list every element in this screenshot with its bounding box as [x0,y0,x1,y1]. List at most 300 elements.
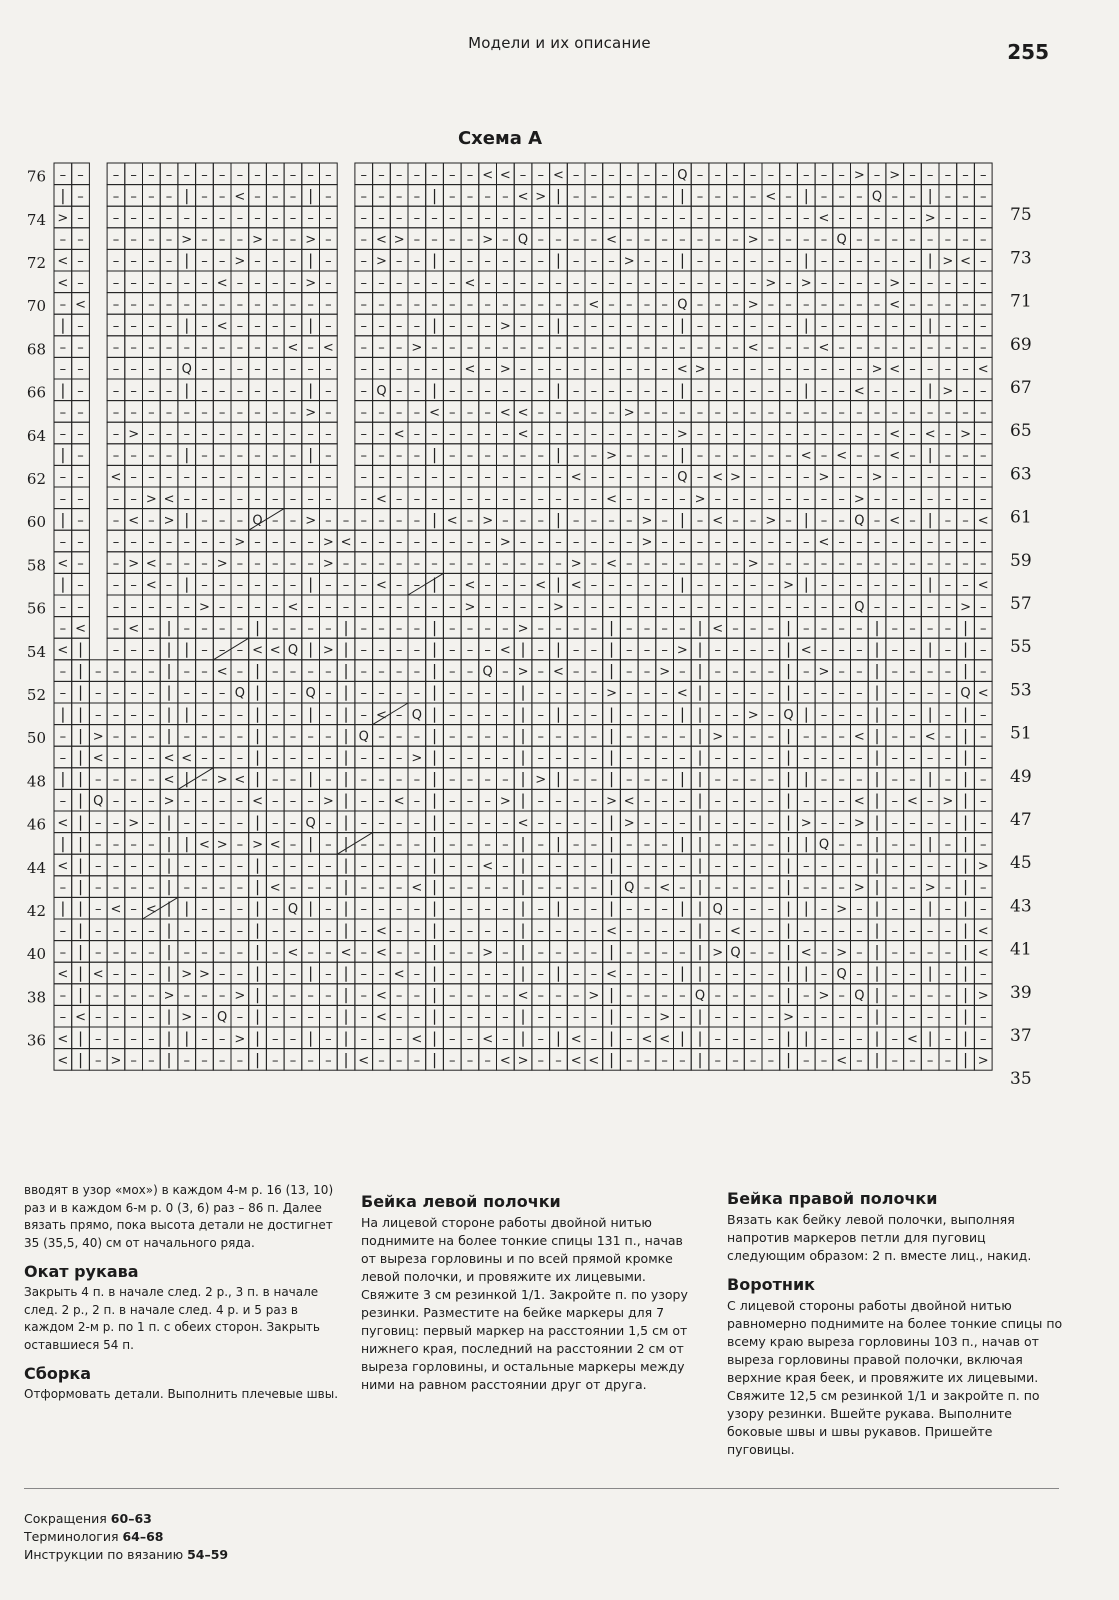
chart-title: Схема A [457,128,543,149]
chart-cell-symbol: – [130,578,137,594]
chart-cell-symbol: – [484,491,491,507]
chart-cell-symbol: | [697,812,703,831]
chart-cell-symbol: – [767,772,775,788]
chart-cell-symbol: – [395,275,403,291]
chart-cell-symbol: – [484,621,491,637]
chart-cell-symbol: | [343,920,349,939]
chart-cell-symbol: Q [836,232,847,248]
chart-cell-symbol: > [499,362,511,378]
chart-cell-symbol: – [254,491,261,507]
chart-cell-symbol: – [732,189,739,205]
chart-cell-symbol: – [767,664,775,680]
chart-cell-symbol: – [307,427,314,442]
chart-cell-symbol: – [572,599,580,615]
chart-cell-symbol: | [609,726,615,745]
chart-cell-symbol: – [449,880,456,896]
chart-cell-symbol: – [112,427,120,442]
chart-cell-symbol: – [838,578,845,594]
chart-cell-symbol: – [360,578,367,594]
chart-cell-symbol: < [800,945,812,961]
chart-cell-symbol: – [413,232,421,248]
chart-cell-symbol: – [926,275,934,291]
row-number-left: 64 [26,426,46,445]
chart-cell-symbol: – [820,880,828,896]
chart-cell-symbol: – [395,923,403,939]
chart-cell-symbol: < [747,340,759,356]
chart-cell-symbol: | [255,618,261,637]
chart-cell-symbol: – [732,362,739,378]
chart-cell-symbol: – [679,1010,686,1026]
chart-cell-symbol: | [308,704,314,723]
chart-cell-symbol: – [626,470,633,486]
chart-cell-symbol: | [520,683,526,702]
chart-cell-symbol: – [714,794,721,810]
chart-cell-symbol: – [325,859,332,874]
chart-cell-symbol: < [57,967,69,982]
chart-cell-symbol: – [431,362,438,378]
chart-cell-symbol: – [272,297,279,313]
chart-cell-symbol: – [130,945,137,961]
chart-cell-symbol: – [360,772,367,788]
chart-cell-symbol: | [255,1050,261,1069]
chart-cell-symbol: – [502,232,509,248]
chart-cell-symbol: – [395,815,403,831]
chart-cell-symbol: – [608,189,615,205]
chart-cell-symbol: – [661,988,668,1004]
row-number-left: 52 [26,686,46,704]
chart-cell-symbol: < [57,254,69,270]
chart-cell-symbol: – [289,1010,297,1026]
chart-cell-symbol: < [75,1010,87,1026]
chart-cell-symbol: | [963,1028,969,1047]
chart-cell-symbol: – [643,837,651,853]
chart-cell-symbol: – [572,405,580,421]
chart-cell-symbol: – [183,556,190,572]
chart-cell-symbol: – [519,513,527,529]
chart-cell-symbol: – [909,945,916,961]
chart-cell-symbol: < [340,945,352,961]
chart-cell-symbol: – [130,859,137,874]
chart-cell-symbol: – [130,535,137,550]
chart-cell-symbol: – [608,599,615,615]
chart-cell-symbol: – [289,189,297,205]
chart-cell-symbol: – [148,621,155,637]
chart-cell-symbol: – [590,578,598,594]
chart-cell-symbol: < [836,448,848,464]
chart-cell-symbol: – [201,405,208,421]
chart-cell-symbol: | [679,704,685,723]
chart-cell-symbol: < [482,1031,494,1047]
chart-cell-symbol: – [537,427,544,442]
chart-cell-symbol: – [572,880,580,896]
chart-cell-symbol: – [661,275,668,291]
chart-cell-symbol: | [803,186,809,205]
chart-cell-symbol: – [820,621,828,637]
chart-cell-symbol: – [112,232,120,248]
chart-cell-symbol: < [110,470,122,486]
chart-cell-symbol: – [183,211,190,226]
chart-cell-symbol: | [432,316,438,334]
chart-cell-symbol: – [555,340,562,356]
chart-cell-symbol: < [676,686,688,702]
chart-cell-symbol: – [608,362,615,378]
chart-cell-symbol: | [432,618,438,637]
chart-cell-symbol: – [378,427,385,442]
chart-cell-symbol: | [697,748,703,766]
chart-cell-symbol: – [590,945,598,961]
chart-cell-symbol: – [873,275,881,291]
chart-cell-symbol: – [661,686,668,702]
chart-cell-symbol: – [59,362,67,378]
chart-cell-symbol: – [590,513,598,529]
chart-cell-symbol: > [977,988,989,1004]
chart-cell-symbol: – [537,340,544,356]
chart-cell-symbol: – [555,535,562,550]
chart-cell-symbol: – [820,275,828,291]
chart-cell-symbol: | [874,942,880,961]
chart-cell-symbol: – [537,686,544,702]
chart-cell-symbol: – [502,859,509,874]
chart-cell-symbol: – [537,254,544,270]
chart-cell-symbol: – [112,362,120,378]
chart-cell-symbol: – [767,837,775,853]
chart-cell-symbol: > [482,232,494,248]
chart-cell-symbol: – [218,470,226,486]
chart-cell-symbol: – [218,729,226,745]
chart-cell-symbol: – [342,599,350,615]
chart-cell-symbol: – [643,664,651,680]
chart-cell-symbol: < [906,794,918,810]
chart-cell-symbol: – [980,427,987,442]
chart-cell-symbol: | [308,380,314,399]
chart-cell-symbol: < [57,556,69,572]
chart-cell-symbol: – [148,751,155,766]
chart-cell-symbol: – [661,448,668,464]
chart-cell-symbol: | [874,877,880,896]
chart-cell-symbol: < [853,383,865,399]
chart-cell-symbol: – [413,362,421,378]
chart-cell-symbol: – [95,880,102,896]
chart-cell-symbol: > [606,448,618,464]
chart-cell-symbol: – [148,1031,155,1047]
chart-cell-symbol: | [308,251,314,270]
chart-cell-symbol: – [218,405,226,421]
chart-cell-symbol: Q [712,902,723,918]
chart-cell-symbol: – [236,362,244,378]
chart-cell-symbol: > [606,794,618,810]
chart-cell-symbol: – [749,837,757,853]
chart-cell-symbol: – [466,535,474,550]
page-number: 255 [1007,40,1049,64]
chart-cell-symbol: – [643,427,651,442]
chart-cell-symbol: – [714,988,721,1004]
chart-cell-symbol: < [128,621,140,637]
row-number-right: 65 [1010,421,1032,442]
chart-cell-symbol: – [502,751,509,766]
chart-cell-symbol: – [962,167,969,183]
chart-cell-symbol: – [749,491,757,507]
chart-cell-symbol: | [184,380,190,399]
chart-cell-symbol: – [714,297,721,313]
chart-cell-symbol: – [236,751,244,766]
chart-cell-symbol: – [767,362,775,378]
chart-cell-symbol: – [873,383,881,399]
chart-cell-symbol: – [59,535,67,550]
chart-cell-symbol: – [891,988,898,1004]
chart-cell-symbol: – [608,383,615,399]
chart-cell-symbol: – [661,535,668,550]
chart-cell-symbol: | [60,704,66,723]
chart-cell-symbol: Q [411,707,422,723]
chart-cell-symbol: – [289,859,297,874]
chart-cell-symbol: | [555,445,561,464]
chart-cell-symbol: – [484,362,491,378]
chart-cell-symbol: – [873,232,881,248]
chart-cell-symbol: – [572,1010,580,1026]
chart-cell-symbol: – [413,189,421,205]
chart-cell-symbol: – [820,513,828,529]
chart-cell-symbol: – [572,254,580,270]
chart-cell-symbol: – [95,945,102,961]
chart-cell-symbol: – [820,643,828,658]
chart-cell-symbol: – [643,859,651,874]
chart-cell-symbol: – [449,470,456,486]
chart-cell-symbol: – [537,1031,544,1047]
chart-cell-symbol: > [198,967,210,982]
chart-cell-symbol: – [360,1010,367,1026]
chart-cell-symbol: | [343,618,349,637]
chart-cell-symbol: – [95,902,102,918]
chart-cell-symbol: – [502,707,509,723]
chart-cell-symbol: – [413,621,421,637]
chart-cell-symbol: – [944,945,952,961]
chart-cell-symbol: – [661,297,668,313]
chart-cell-symbol: – [838,1010,845,1026]
chart-cell-symbol: – [395,1053,403,1069]
chart-cell-symbol: – [289,578,297,594]
chart-cell-symbol: | [874,726,880,745]
chart-cell-symbol: – [378,1053,385,1069]
chart-cell-symbol: – [378,643,385,658]
chart-cell-symbol: – [537,383,544,399]
chart-cell-symbol: – [661,232,668,248]
chart-cell-symbol: – [431,491,438,507]
chart-cell-symbol: – [165,254,173,270]
chart-cell-symbol: – [272,729,279,745]
chart-cell-symbol: – [980,470,987,486]
chart-cell-symbol: – [360,513,367,529]
chart-cell-symbol: – [272,707,279,723]
chart-cell-symbol: > [128,556,140,572]
chart-cell-symbol: – [679,211,686,226]
chart-cell-symbol: – [519,254,527,270]
chart-cell-symbol: – [856,405,863,421]
chart-cell-symbol: – [714,232,721,248]
chart-cell-symbol: – [803,794,810,810]
chart-cell-symbol: – [254,556,261,572]
chart-cell-symbol: | [432,920,438,939]
chart-cell-symbol: – [679,275,686,291]
chart-cell-symbol: | [520,1028,526,1047]
chart-cell-symbol: > [252,837,264,853]
chart-cell-symbol: – [679,923,686,939]
chart-cell-symbol: – [590,751,598,766]
chart-cell-symbol: – [590,902,598,918]
chart-cell-symbol: – [449,167,456,183]
chart-cell-symbol: > [729,470,741,486]
chart-cell-symbol: – [466,1053,474,1069]
chart-cell-symbol: – [413,794,421,810]
chart-cell-symbol: | [697,640,703,658]
chart-cell-symbol: – [856,643,863,658]
chart-cell-symbol: < [659,1031,671,1047]
chart-cell-symbol: – [431,556,438,572]
chart-cell-symbol: | [555,1028,561,1047]
chart-cell-symbol: – [218,254,226,270]
chart-cell-symbol: – [926,362,934,378]
chart-cell-symbol: – [466,815,474,831]
row-number-left: 68 [26,340,46,359]
row-number-right: 49 [1010,766,1032,787]
chart-cell-symbol: – [803,167,810,183]
chart-cell-symbol: – [272,1053,279,1069]
chart-cell-symbol: – [572,340,580,356]
chart-cell-symbol: – [130,232,137,248]
chart-cell-symbol: > [765,513,777,529]
chart-cell-symbol: – [395,1010,403,1026]
chart-cell-symbol: | [520,942,526,961]
chart-cell-symbol: – [95,707,102,723]
chart-cell-symbol: – [785,383,792,399]
chart-cell-symbol: – [856,621,863,637]
chart-cell-symbol: – [201,513,208,529]
chart-cell-symbol: – [466,383,474,399]
chart-cell-symbol: – [856,427,863,442]
chart-cell-symbol: – [820,232,828,248]
chart-cell-symbol: – [289,427,297,442]
chart-cell-symbol: – [696,427,704,442]
chart-cell-symbol: – [395,340,403,356]
chart-cell-symbol: – [944,967,952,982]
chart-cell-symbol: > [128,427,140,442]
chart-cell-symbol: – [360,988,367,1004]
chart-cell-symbol: | [803,834,809,853]
chart-cell-symbol: – [732,254,739,270]
chart-cell-symbol: | [609,748,615,766]
chart-cell-symbol: | [184,575,190,594]
chart-cell-symbol: – [926,815,934,831]
chart-cell-symbol: > [747,232,759,248]
chart-cell-symbol: – [484,254,491,270]
chart-cell-symbol: – [749,405,757,421]
chart-cell-symbol: – [873,297,881,313]
chart-cell-symbol: – [218,923,226,939]
chart-cell-symbol: – [926,859,934,874]
chart-cell-symbol: | [184,1028,190,1047]
chart-cell-symbol: – [555,362,562,378]
chart-cell-symbol: – [572,751,580,766]
chart-cell-symbol: – [95,923,102,939]
chart-cell-symbol: – [537,751,544,766]
chart-cell-symbol: – [537,923,544,939]
chart-cell-symbol: | [874,1050,880,1069]
chart-cell-symbol: – [891,491,898,507]
chart-cell-symbol: – [909,729,916,745]
chart-cell-symbol: – [236,967,244,982]
chart-cell-symbol: – [502,491,509,507]
chart-cell-symbol: – [732,967,739,982]
chart-cell-symbol: | [60,445,66,464]
chart-cell-symbol: – [572,902,580,918]
chart-cell-symbol: – [378,621,385,637]
chart-cell-symbol: – [183,859,190,874]
chart-cell-symbol: < [198,837,210,853]
chart-cell-symbol: – [342,513,350,529]
chart-cell-symbol: – [891,837,898,853]
chart-cell-symbol: – [130,254,137,270]
chart-cell-symbol: – [378,599,385,615]
chart-cell-symbol: – [325,988,332,1004]
chart-cell-symbol: – [484,751,491,766]
chart-cell-symbol: – [201,254,208,270]
chart-cell-symbol: – [112,211,120,226]
chart-cell-symbol: – [838,729,845,745]
chart-cell-symbol: – [130,383,137,399]
chart-cell-symbol: – [413,383,421,399]
chart-cell-symbol: | [555,251,561,270]
chart-cell-symbol: – [749,448,757,464]
chart-cell-symbol: – [749,815,757,831]
chart-cell-symbol: | [927,445,933,464]
chart-cell-symbol: | [609,704,615,723]
chart-cell-symbol: – [590,707,598,723]
chart-cell-symbol: – [201,167,208,183]
chart-cell-symbol: | [255,920,261,939]
chart-cell-symbol: – [732,988,739,1004]
chart-cell-symbol: – [980,751,987,766]
chart-cell-symbol: – [767,967,775,982]
chart-cell-symbol: – [449,535,456,550]
chart-cell-symbol: – [272,794,279,810]
chart-cell-symbol: – [891,383,898,399]
chart-cell-symbol: – [590,383,598,399]
chart-cell-symbol: – [502,254,509,270]
chart-cell-symbol: – [449,751,456,766]
chart-cell-symbol: – [555,621,562,637]
chart-cell-symbol: < [765,189,777,205]
chart-cell-symbol: – [395,599,403,615]
chart-cell-symbol: – [643,621,651,637]
chart-cell-symbol: – [165,232,173,248]
chart-cell-symbol: Q [217,1010,228,1026]
chart-cell-symbol: – [555,556,562,572]
middle-text-column [361,1192,699,1394]
chart-cell-symbol: < [393,967,405,982]
chart-cell-symbol: | [78,791,84,810]
chart-cell-symbol: – [449,340,456,356]
chart-cell-symbol: – [236,427,244,442]
chart-cell-symbol: – [360,535,367,550]
chart-cell-symbol: – [679,945,686,961]
chart-cell-symbol: – [767,1010,775,1026]
chart-cell-symbol: – [590,405,598,421]
chart-cell-symbol: | [786,834,792,853]
chart-cell-symbol: – [519,491,527,507]
chart-cell-symbol: – [218,988,226,1004]
chart-cell-symbol: – [378,448,385,464]
chart-cell-symbol: – [272,491,279,507]
chart-cell-symbol: – [272,923,279,939]
